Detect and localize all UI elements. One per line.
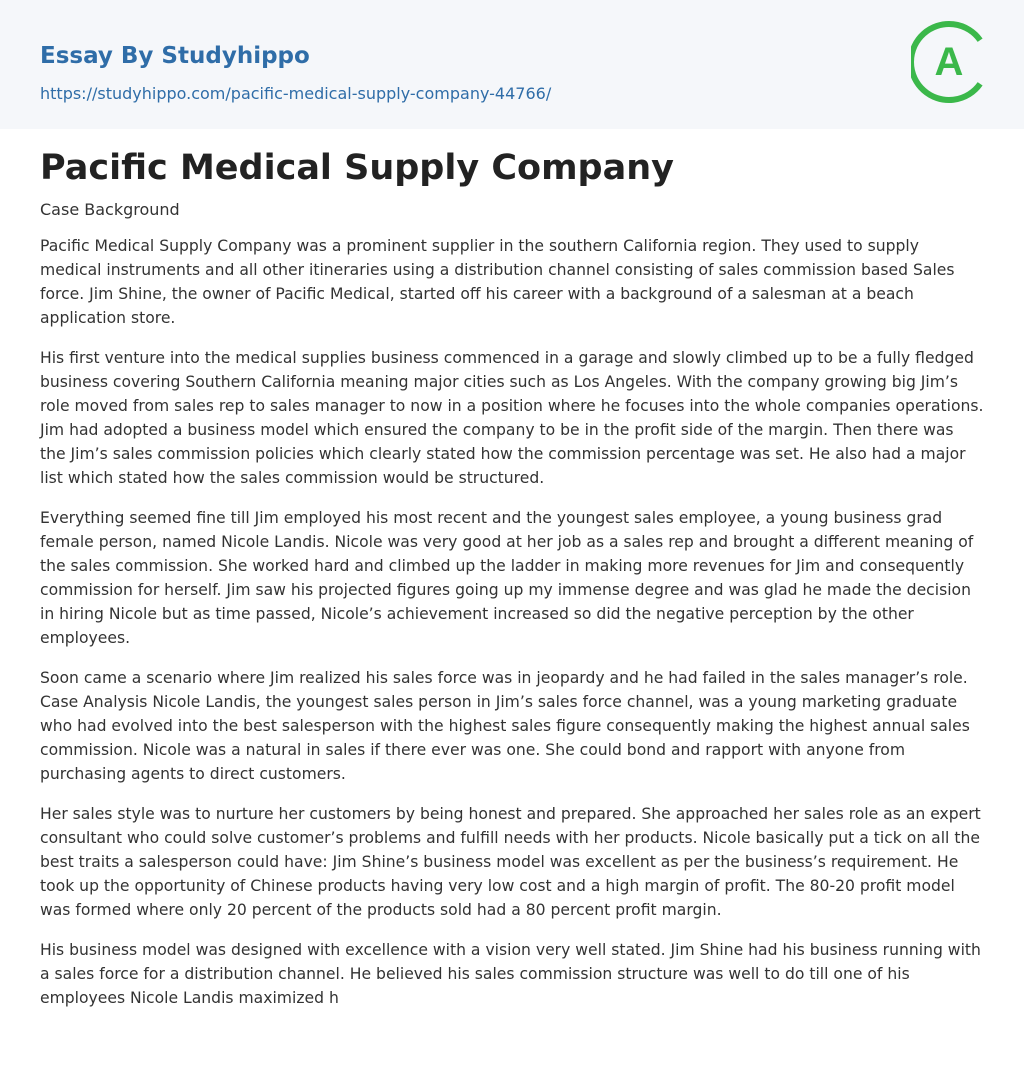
essay-paragraph: His business model was designed with excellence with a vision very well stated. Jim Shine had his business running with a sales force for a distribution channel. He believed his sales commission structure was well to do till one of his employees Nicole Landis maximized h <box>40 941 981 1007</box>
essay-paragraph: His first venture into the medical supplies business commenced in a garage and slowly climbed up to be a fully fledged business covering Southern California meaning major cities such as Los Angeles. With the company growing big Jim’s role moved from sales rep to sales manager to now in a position where he focuses into the whole companies operations. Jim had adopted a business model which ensured the company to be in the profit side of the margin. Then there was the Jim’s sales commission policies which clearly stated how the commission percentage was set. He also had a major list which stated how the sales commission would be structured. <box>40 349 984 487</box>
essay-url-link[interactable]: https://studyhippo.com/pacific-medical-supply-company-44766/ <box>40 84 552 103</box>
essay-paragraph: Her sales style was to nurture her customers by being honest and prepared. She approached her sales role as an expert consultant who could solve customer’s problems and fulfill needs with her products. Nicole basically put a tick on all the best traits a salesperson could have: Jim Shine’s business model was excellent as per the business’s requirement. He took up the opportunity of Chinese products having very low cost and a high margin of profit. The 80-20 profit model was formed where only 20 percent of the products sold had a 80 percent profit margin. <box>40 805 981 919</box>
logo-letter: A <box>934 40 964 84</box>
studyhippo-logo-icon[interactable] <box>911 18 987 106</box>
brand-name: Essay By Studyhippo <box>40 43 310 69</box>
essay-paragraph: Everything seemed fine till Jim employed his most recent and the youngest sales employee, a young business grad female person, named Nicole Landis. Nicole was very good at her job as a sales rep and brought a different meaning of the sales commission. She worked hard and climbed up the ladder in making more revenues for Jim and consequently commission for herself. Jim saw his projected figures going up my immense degree and was glad he made the decision in hiring Nicole but as time passed, Nicole’s achievement increased so did the negative perception by the other employees. <box>40 509 974 647</box>
page-title: Pacific Medical Supply Company <box>40 148 674 188</box>
essay-body <box>40 234 984 1026</box>
essay-paragraph: Pacific Medical Supply Company was a prominent supplier in the southern California region. They used to supply medical instruments and all other itineraries using a distribution channel consisting of sales commission based Sales force. Jim Shine, the owner of Pacific Medical, started off his career with a background of a salesman at a beach application store. <box>40 237 955 327</box>
essay-paragraph: Soon came a scenario where Jim realized his sales force was in jeopardy and he had failed in the sales manager’s role. Case Analysis Nicole Landis, the youngest sales person in Jim’s sales force channel, was a young marketing graduate who had evolved into the best salesperson with the highest sales figure consequently making the highest annual sales commission. Nicole was a natural in sales if there ever was one. She could bond and rapport with anyone from purchasing agents to direct customers. <box>40 669 970 783</box>
section-subtitle: Case Background <box>40 200 180 219</box>
